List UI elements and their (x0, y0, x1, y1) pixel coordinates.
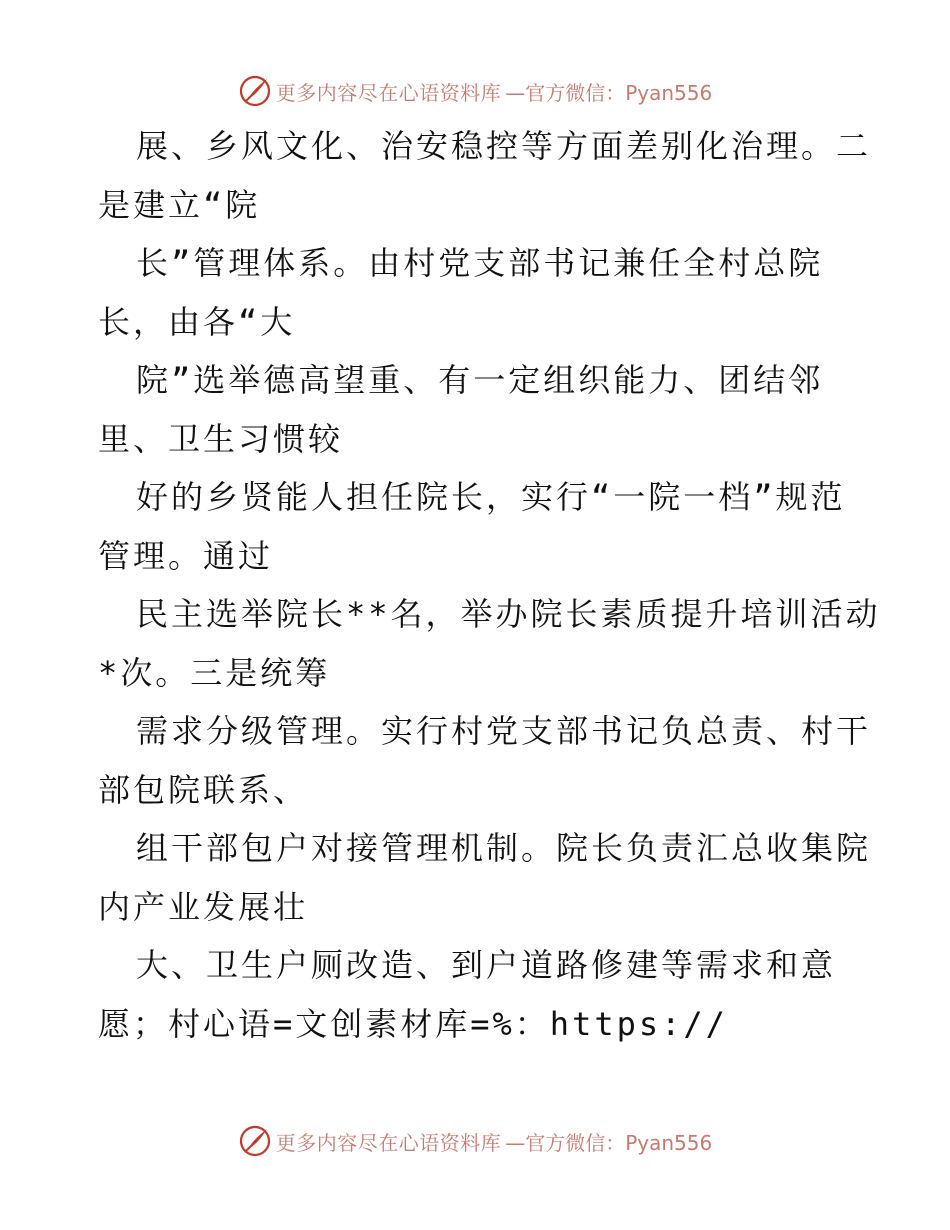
header-brand (238, 74, 713, 108)
page-header (0, 71, 950, 111)
text-line: 内产业发展壮 (98, 887, 309, 926)
text-line: 部包院联系、 (98, 770, 309, 809)
text-line: *次。三是统筹 (98, 653, 331, 692)
text-line: 好的乡贤能人担任院长，实行“一院一档”规范 (136, 478, 846, 516)
text-line: 展、乡风文化、治安稳控等方面差别化治理。二 (136, 127, 872, 165)
quill-logo-icon (238, 74, 272, 108)
text-line: 长，由各“大 (98, 302, 296, 341)
header-brand-text: 更多内容尽在心语资料库 (275, 80, 502, 105)
header-contact-text: —官方微信：Pyan556 (505, 80, 713, 105)
document-body (98, 117, 881, 1053)
text-line: 组干部包户对接管理机制。院长负责汇总收集院 (136, 829, 872, 867)
text-line: 里、卫生习惯较 (98, 419, 344, 458)
footer-brand (238, 1124, 713, 1158)
footer-contact-text: —官方微信：Pyan556 (505, 1130, 713, 1155)
text-line: 院”选举德高望重、有一定组织能力、团结邻 (136, 361, 824, 399)
quill-logo-icon (238, 1124, 272, 1158)
footer-brand-text: 更多内容尽在心语资料库 (275, 1130, 502, 1155)
text-line: 愿；村心语=文创素材库=%：https:// (98, 1004, 728, 1043)
text-line: 是建立“院 (98, 185, 261, 224)
text-line: 长”管理体系。由村党支部书记兼任全村总院 (136, 244, 824, 282)
text-line: 民主选举院长**名，举办院长素质提升培训活动 (136, 595, 881, 633)
text-line: 大、卫生户厕改造、到户道路修建等需求和意 (136, 946, 837, 984)
page-footer (0, 1121, 950, 1161)
text-line: 需求分级管理。实行村党支部书记负总责、村干 (136, 712, 872, 750)
text-line: 管理。通过 (98, 536, 274, 575)
